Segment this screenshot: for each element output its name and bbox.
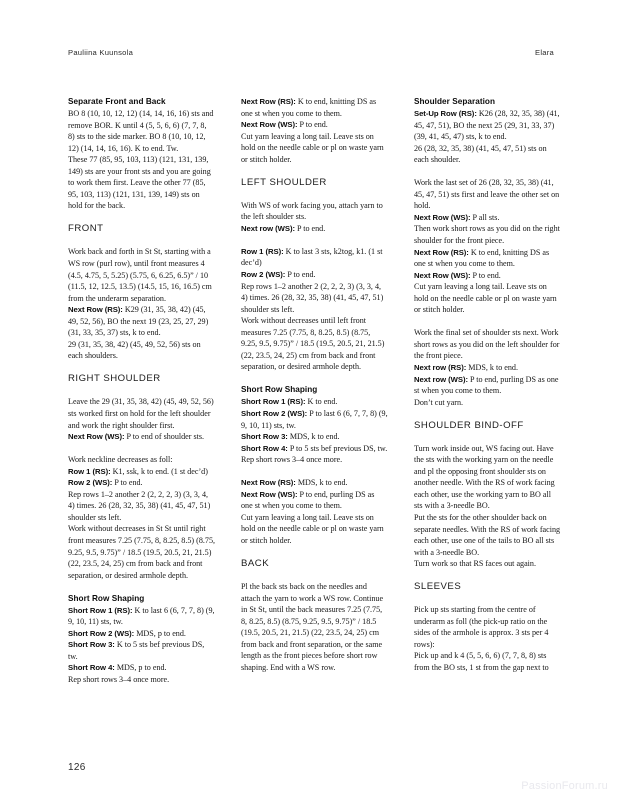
instruction-label: Next Row (WS): <box>241 489 298 499</box>
paragraph-spacer <box>68 443 215 455</box>
running-head-author: Pauliina Kuunsola <box>68 48 134 57</box>
subsection-heading: Short Row Shaping <box>241 385 318 395</box>
instruction-label: Next row (RS): <box>414 362 467 372</box>
instruction-paragraph <box>241 223 388 235</box>
body-paragraph: Work neckline decreases as foll: <box>68 455 173 465</box>
body-paragraph: With WS of work facing you, attach yarn to the left shoulder sts. <box>241 200 383 222</box>
instruction-label: Next row (WS): <box>241 223 295 233</box>
instruction-paragraph <box>68 605 215 628</box>
paragraph-spacer <box>414 570 561 582</box>
instruction-paragraph <box>68 466 215 478</box>
instruction-text: P to end. <box>294 223 326 233</box>
paragraph-spacer <box>68 212 215 224</box>
instruction-label: Next Row (RS): <box>68 305 123 315</box>
subsection-heading: Separate Front and Back <box>68 97 166 106</box>
body-paragraph: Pl the back sts back on the needles and attach the yarn to work a WS row. Continue in St St, until the back measures 7.25 (7.75, 8, 8.25, 8.5) (8.75, 9.25, 9.5, 9.75)” / 18.5 (19.5, 20.5, 21, 21.5) (22, 23.5, 24, 25) cm from back and front separation, or the same length as the front pieces before short row shaping. End with a WS row. <box>241 582 384 672</box>
instruction-text: P to 5 sts bef previous DS, tw. <box>287 443 388 453</box>
instruction-paragraph <box>414 247 561 270</box>
instruction-text: K to end, knitting DS as one st when you come to them. <box>414 247 550 269</box>
instruction-label: Short Row 2 (WS): <box>241 409 308 419</box>
instruction-paragraph <box>68 639 215 662</box>
instruction-label: Row 2 (WS): <box>68 478 113 488</box>
instruction-text: K to last 3 sts, k2tog, k1. (1 st dec’d) <box>241 246 383 268</box>
instruction-text: K26 (28, 32, 35, 38) (41, 45, 47, 51), BO the next 25 (29, 31, 33, 37) (39, 41, 45, 47) sts, k to end. <box>414 109 560 142</box>
instruction-label: Next Row (RS): <box>241 97 296 106</box>
instruction-text: MDS, p to end. <box>114 663 167 673</box>
paragraph-spacer <box>241 165 388 177</box>
paragraph-spacer <box>241 466 388 478</box>
section-heading: SHOULDER BIND-OFF <box>414 419 524 431</box>
body-paragraph: Rep rows 1–2 another 2 (2, 2, 2, 3) (3, 3, 4, 4) times. 26 (28, 32, 35, 38) (41, 45, 47, 51) shoulder sts left. <box>68 489 211 522</box>
section-heading: SLEEVES <box>414 581 462 593</box>
section-heading: LEFT SHOULDER <box>241 176 327 188</box>
running-head-title: Elara <box>535 48 554 57</box>
instruction-paragraph <box>241 269 388 281</box>
instruction-label: Row 1 (RS): <box>241 246 284 256</box>
instruction-label: Short Row 1 (RS): <box>68 605 133 615</box>
body-paragraph: Cut yarn leaving a long tail. Leave sts on hold on the needle cable or pl on waste yarn or stitch holder. <box>241 131 384 164</box>
instruction-label: Next Row (WS): <box>414 270 471 280</box>
paragraph-spacer <box>414 316 561 328</box>
paragraph-spacer <box>414 166 561 178</box>
instruction-paragraph <box>414 374 561 397</box>
instruction-paragraph <box>241 443 388 455</box>
instruction-text: K29 (31, 35, 38, 42) (45, 49, 52, 56), BO the next 19 (23, 25, 27, 29) (31, 33, 35, 37) sts, k to end. <box>68 305 209 338</box>
instruction-text: MDS, k to end. <box>287 432 340 442</box>
instruction-paragraph <box>241 408 388 431</box>
body-paragraph: Rep short rows 3–4 once more. <box>68 674 170 684</box>
instruction-text: K to end, knitting DS as one st when you come to them. <box>241 97 377 118</box>
instruction-paragraph <box>414 108 561 143</box>
instruction-paragraph <box>414 212 561 224</box>
body-paragraph: BO 8 (10, 10, 12, 12) (14, 14, 16, 16) sts and remove BOR. K until 4 (5, 5, 6, 6) (7, 7, 8, 8) sts to the side marker. BO 8 (10, 10, 12, 12) (14, 14, 16, 16). K to end. Tw. <box>68 109 214 153</box>
instruction-label: Row 1 (RS): <box>68 466 111 476</box>
subsection-heading: Short Row Shaping <box>68 593 145 603</box>
column-1 <box>68 96 215 686</box>
instruction-label: Short Row 3: <box>241 432 288 442</box>
instruction-label: Short Row 1 (RS): <box>241 397 306 407</box>
instruction-text: K1, ssk, k to end. (1 st dec’d) <box>110 466 208 476</box>
instruction-paragraph <box>68 431 215 443</box>
paragraph-spacer <box>241 547 388 559</box>
instruction-paragraph <box>68 662 215 674</box>
body-paragraph: Work back and forth in St St, starting with a WS row (purl row), until front measures 4 (4.5, 4.75, 5, 5.25) (5.75, 6, 6.25, 6.5)” / 10 (11.5, 12, 12.5, 13.5) (14.5, 15, 16, 16.5) cm from the underarm separation. <box>68 247 212 303</box>
instruction-label: Short Row 3: <box>68 640 115 650</box>
instruction-text: P to end. <box>470 270 501 280</box>
section-heading: BACK <box>241 558 270 570</box>
body-paragraph: Work the last set of 26 (28, 32, 35, 38) (41, 45, 47, 51) sts first and leave the other set on hold. <box>414 178 560 211</box>
paragraph-spacer <box>241 373 388 385</box>
paragraph-spacer <box>241 234 388 246</box>
instruction-text: K to last 6 (6, 7, 7, 8) (9, 9, 10, 11) sts, tw. <box>68 605 215 627</box>
instruction-text: P to last 6 (6, 7, 7, 8) (9, 9, 10, 11) sts, tw. <box>241 409 388 430</box>
body-paragraph: Cut yarn leaving a long tail. Leave sts on hold on the needle cable or pl on waste yarn or stitch holder. <box>241 512 384 545</box>
body-paragraph: Turn work inside out, WS facing out. Have the sts with the working yarn on the needle and pl the opposing front shoulder sts on another needle. With the RS of work facing each other, use the working yarn to BO all sts with a 3-needle BO. <box>414 443 555 511</box>
instruction-paragraph <box>241 246 388 269</box>
instruction-text: MDS, k to end. <box>466 362 518 372</box>
instruction-paragraph <box>68 628 215 640</box>
body-paragraph: Pick up and k 4 (5, 5, 6, 6) (7, 7, 8, 8) sts from the BO sts, 1 st from the gap next to <box>414 651 549 672</box>
instruction-paragraph <box>68 304 215 339</box>
body-paragraph: Work the final set of shoulder sts next. Work short rows as you did on the left shoulder for the front piece. <box>414 328 560 361</box>
instruction-paragraph <box>414 270 561 282</box>
section-heading: RIGHT SHOULDER <box>68 373 161 385</box>
body-paragraph: Turn work so that RS faces out again. <box>414 559 536 569</box>
instruction-label: Next Row (WS): <box>414 212 471 222</box>
instruction-text: P to end. <box>285 270 316 280</box>
instruction-text: P to end. <box>112 478 143 488</box>
body-paragraph: Work without decreases until left front measures 7.25 (7.75, 8, 8.25, 8.5) (8.75, 9.25, 9.5, 9.75)” / 18.5 (19.5, 20.5, 21, 21.5) (22, 23.5, 24, 25) cm from back and front separation, or desired armhole depth. <box>241 316 385 372</box>
instruction-label: Short Row 4: <box>241 443 288 453</box>
body-paragraph: Put the sts for the other shoulder back on separate needles. With the RS of work facing each other, use one of the tails to BO all sts with a 3-needle BO. <box>414 512 561 557</box>
paragraph-spacer <box>414 408 561 420</box>
instruction-text: P to end of shoulder sts. <box>124 432 205 442</box>
column-2 <box>241 96 388 686</box>
body-paragraph: Rep rows 1–2 another 2 (2, 2, 2, 3) (3, 3, 4, 4) times. 26 (28, 32, 35, 38) (41, 45, 47, 51) shoulder sts left. <box>241 281 384 314</box>
body-paragraph: These 77 (85, 95, 103, 113) (121, 131, 139, 149) sts are your front sts and you are going to work them first. Leave the other 77 (85, 95, 103, 113) (121, 131, 139, 149) sts on hold for the back. <box>68 155 211 211</box>
running-head <box>68 48 554 57</box>
instruction-label: Set-Up Row (RS): <box>414 109 477 119</box>
watermark: PassionForum.ru <box>521 780 608 792</box>
body-paragraph: Then work short rows as you did on the right shoulder for the front piece. <box>414 224 560 246</box>
instruction-label: Short Row 2 (WS): <box>68 628 135 638</box>
instruction-paragraph <box>241 431 388 443</box>
instruction-label: Next Row (RS): <box>241 478 296 488</box>
instruction-paragraph <box>241 477 388 489</box>
body-paragraph: Work without decreases in St St until right front measures 7.25 (7.75, 8, 8.25, 8.5) (8.75, 9.25, 9.5, 9.75)” / 18.5 (19.5, 20.5, 21, 21.5) (22, 23.5, 24, 25) cm from back and front separation, or desired armhole depth. <box>68 524 216 580</box>
instruction-text: P to end, purling DS as one st when you come to them. <box>414 374 559 396</box>
instruction-text: P all sts. <box>470 212 500 222</box>
body-paragraph: Don’t cut yarn. <box>414 397 464 407</box>
column-3 <box>414 96 561 686</box>
instruction-label: Next Row (RS): <box>414 247 469 257</box>
instruction-paragraph <box>241 119 388 131</box>
instruction-text: MDS, k to end. <box>295 478 348 488</box>
instruction-text: K to end. <box>305 397 338 407</box>
instruction-label: Row 2 (WS): <box>241 270 286 280</box>
body-paragraph: Cut yarn leaving a long tail. Leave sts on hold on the needle cable or pl on waste yarn or stitch holder. <box>414 282 557 315</box>
instruction-paragraph <box>241 96 388 119</box>
section-heading: FRONT <box>68 223 104 235</box>
instruction-paragraph <box>414 362 561 374</box>
paragraph-spacer <box>68 362 215 374</box>
body-paragraph: Rep short rows 3–4 once more. <box>241 455 343 465</box>
paragraph-spacer <box>68 581 215 593</box>
instruction-label: Next row (WS): <box>414 374 468 384</box>
instruction-text: MDS, p to end. <box>134 628 186 638</box>
instruction-label: Short Row 4: <box>68 663 115 673</box>
instruction-text: P to end, purling DS as one st when you come to them. <box>241 489 375 511</box>
body-paragraph: Leave the 29 (31, 35, 38, 42) (45, 49, 52, 56) sts worked first on hold for the left shoulder and work the right shoulder first. <box>68 397 214 430</box>
instruction-paragraph <box>68 477 215 489</box>
text-columns <box>68 96 562 686</box>
instruction-paragraph <box>241 396 388 408</box>
instruction-paragraph <box>241 489 388 512</box>
body-paragraph: 26 (28, 32, 35, 38) (41, 45, 47, 51) sts on each shoulder. <box>414 143 547 165</box>
body-paragraph: Pick up sts starting from the centre of underarm as foll (the pick-up ratio on the sides of the armhole is approx. 3 sts per 4 rows): <box>414 605 549 649</box>
instruction-label: Next Row (WS): <box>241 120 298 130</box>
subsection-heading: Shoulder Separation <box>414 97 496 106</box>
instruction-label: Next Row (WS): <box>68 432 125 442</box>
instruction-text: K to 5 sts bef previous DS, tw. <box>68 640 205 661</box>
body-paragraph: 29 (31, 35, 38, 42) (45, 49, 52, 56) sts on each shoulders. <box>68 339 201 361</box>
page-number: 126 <box>68 762 86 773</box>
instruction-text: P to end. <box>297 120 328 130</box>
